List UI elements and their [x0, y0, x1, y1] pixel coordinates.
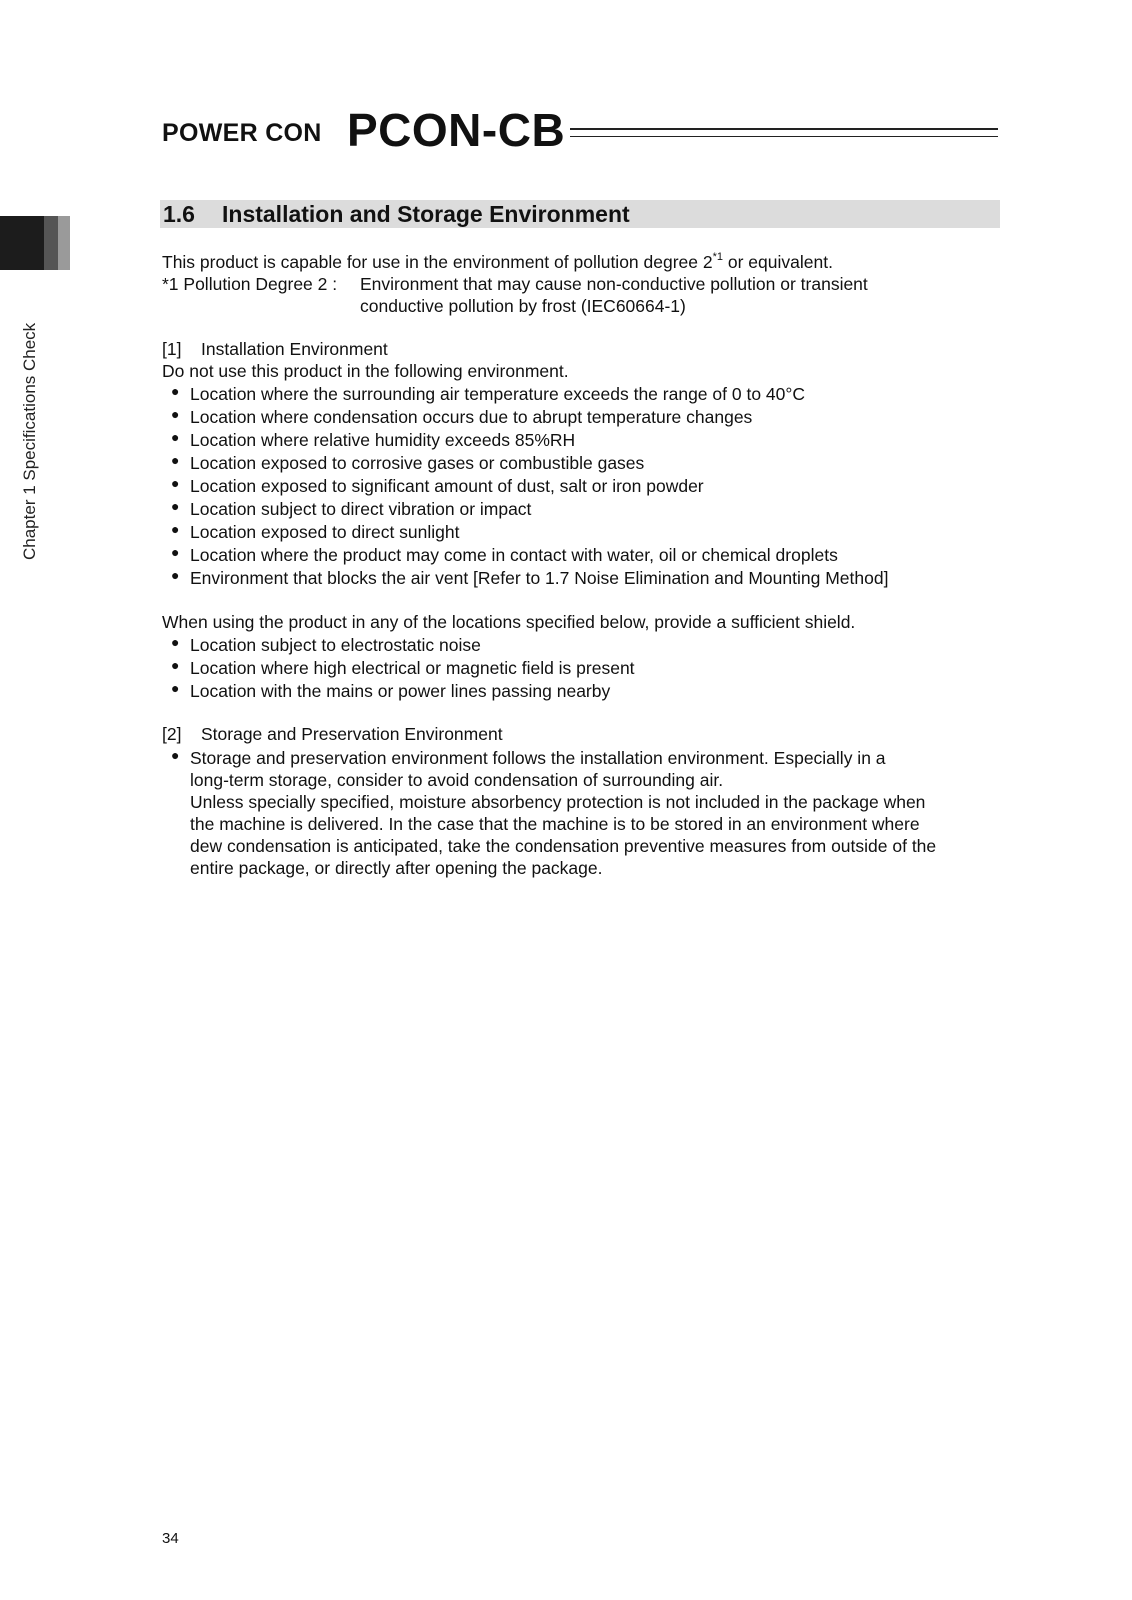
- intro-text-end: or equivalent.: [723, 252, 833, 272]
- chapter-tab-stripe: [44, 216, 58, 270]
- footnote-text-line2: conductive pollution by frost (IEC60664-1): [360, 296, 686, 316]
- footnote-marker: *1: [712, 251, 724, 263]
- footnote-label: *1 Pollution Degree 2 :: [162, 274, 338, 294]
- shield-lead: When using the product in any of the locations specified below, provide a sufficient shield.: [162, 612, 856, 632]
- bullet-icon: ●: [171, 747, 180, 763]
- section-title: Installation and Storage Environment: [222, 201, 630, 227]
- bullet-icon: ●: [171, 498, 180, 514]
- storage-line: Unless specially specified, moisture absorbency protection is not included in the package when: [190, 792, 926, 812]
- bullet-icon: ●: [171, 475, 180, 491]
- bullet-icon: ●: [171, 544, 180, 560]
- bullet-icon: ●: [171, 383, 180, 399]
- header-rule: [570, 128, 998, 130]
- bullet-icon: ●: [171, 657, 180, 673]
- product-title: PCON-CB: [347, 104, 566, 156]
- subsection-heading: Storage and Preservation Environment: [201, 724, 503, 744]
- footnote-text-line1: Environment that may cause non-conductive pollution or transient: [360, 274, 868, 294]
- bullet-icon: ●: [171, 634, 180, 650]
- intro-text-main: This product is capable for use in the environment of pollution degree 2: [162, 252, 713, 272]
- header-rule-thin: [570, 136, 998, 137]
- bullet-icon: ●: [171, 567, 180, 583]
- subsection-heading: Installation Environment: [201, 339, 388, 359]
- section-number: 1.6: [163, 201, 195, 227]
- storage-line: long-term storage, consider to avoid condensation of surrounding air.: [190, 770, 724, 790]
- brand-label: POWER CON: [162, 119, 322, 147]
- chapter-tab-stripe-light: [58, 216, 70, 270]
- chapter-tab-block: [0, 216, 44, 270]
- bullet-icon: ●: [171, 521, 180, 537]
- bullet-icon: ●: [171, 429, 180, 445]
- bullet-icon: ●: [171, 680, 180, 696]
- page-number: 34: [162, 1530, 179, 1547]
- storage-line: dew condensation is anticipated, take the condensation preventive measures from outside of the: [190, 836, 937, 856]
- chapter-side-label: Chapter 1 Specifications Check: [20, 322, 39, 560]
- subsection-number: [1]: [162, 339, 182, 359]
- bullet-icon: ●: [171, 452, 180, 468]
- installation-lead: Do not use this product in the following environment.: [162, 361, 569, 381]
- storage-line: Storage and preservation environment follows the installation environment. Especially in a: [190, 748, 886, 768]
- bullet-icon: ●: [171, 406, 180, 422]
- storage-line: the machine is delivered. In the case that the machine is to be stored in an environment where: [190, 814, 920, 834]
- subsection-number: [2]: [162, 724, 182, 744]
- storage-line: entire package, or directly after opening the package.: [190, 858, 603, 878]
